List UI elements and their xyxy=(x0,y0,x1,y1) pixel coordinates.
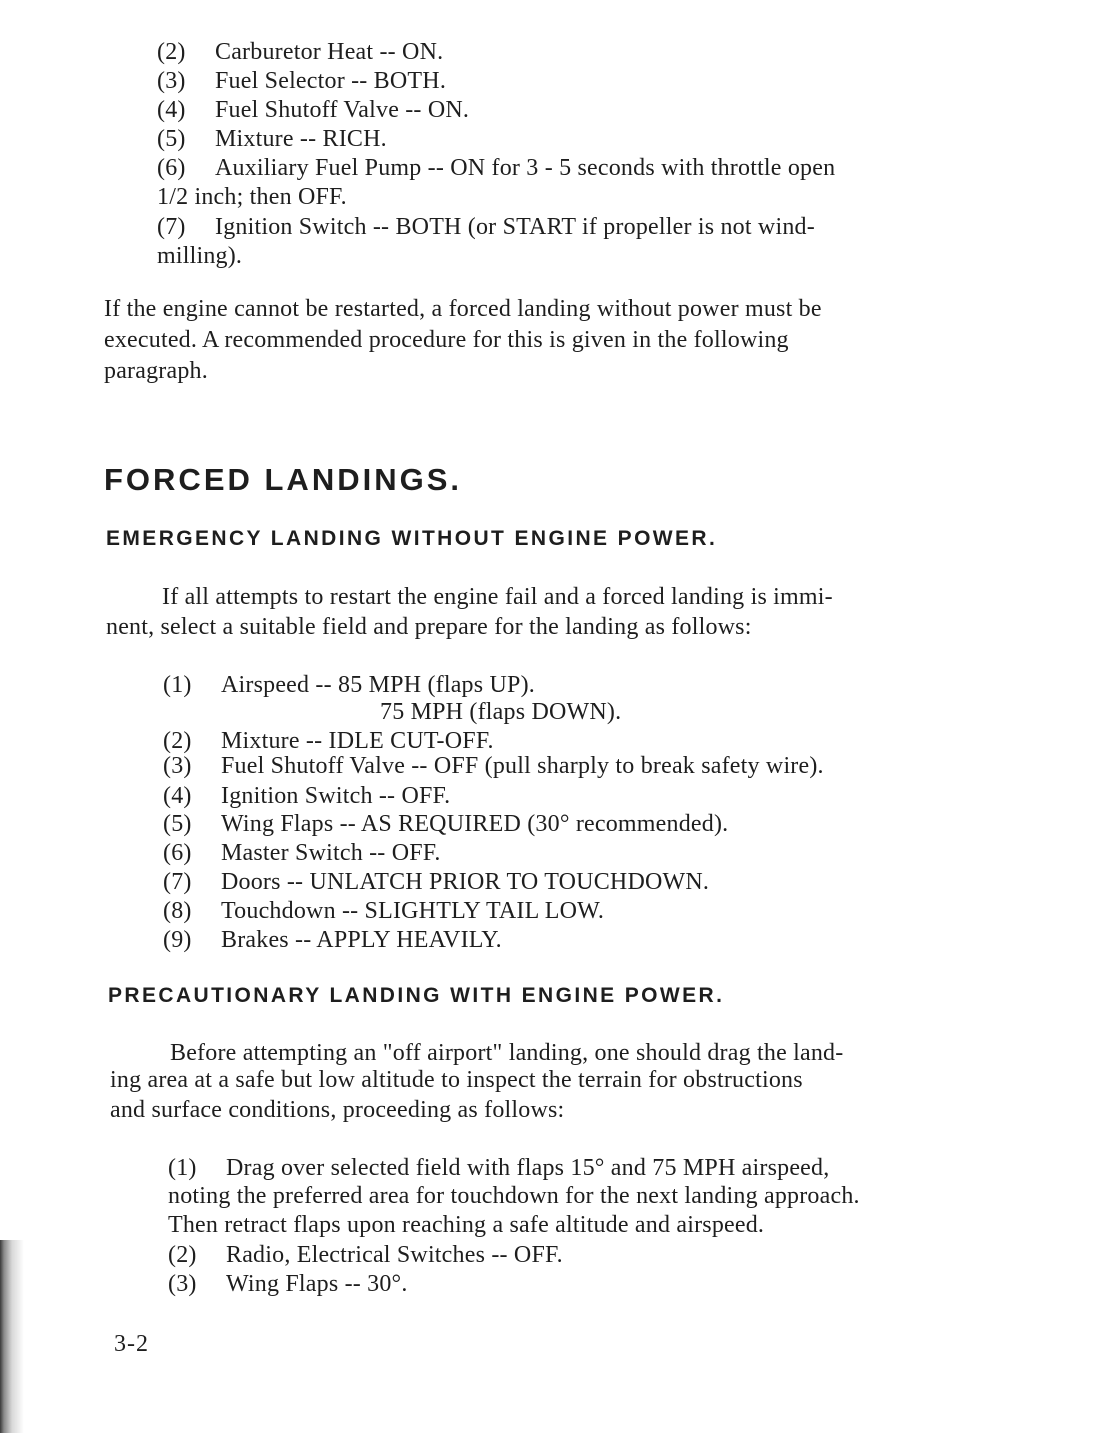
list-item xyxy=(163,868,709,897)
list-item xyxy=(157,67,446,96)
subsection-title-precautionary: PRECAUTIONARY LANDING WITH ENGINE POWER. xyxy=(108,984,725,1007)
list-item-continuation: 75 MPH (flaps DOWN). xyxy=(380,699,622,725)
list-text: Mixture -- RICH. xyxy=(215,126,387,152)
list-text: Touchdown -- SLIGHTLY TAIL LOW. xyxy=(221,898,605,924)
list-text: Doors -- UNLATCH PRIOR TO TOUCHDOWN. xyxy=(221,869,710,895)
list-text: Fuel Selector -- BOTH. xyxy=(215,68,447,94)
list-item xyxy=(163,926,502,955)
paragraph-line: nent, select a suitable field and prepare for the landing as follows: xyxy=(106,614,752,640)
paragraph-line: If the engine cannot be restarted, a forced landing without power must be xyxy=(104,296,822,322)
section-title: FORCED LANDINGS. xyxy=(104,462,462,497)
paragraph-line: ing area at a safe but low altitude to inspect the terrain for obstructions xyxy=(110,1067,803,1093)
list-item-continuation: milling). xyxy=(157,243,243,269)
list-item-continuation: noting the preferred area for touchdown for the next landing approach. xyxy=(168,1183,860,1209)
list-item xyxy=(157,213,815,242)
list-text: Ignition Switch -- BOTH (or START if propeller is not wind- xyxy=(215,214,815,240)
list-item xyxy=(157,154,835,183)
paragraph-line: If all attempts to restart the engine fail and a forced landing is immi- xyxy=(162,584,833,610)
list-item xyxy=(163,782,450,811)
list-item xyxy=(157,38,443,67)
list-text: Master Switch -- OFF. xyxy=(221,840,441,866)
list-text: Auxiliary Fuel Pump -- ON for 3 - 5 seconds with throttle open xyxy=(215,155,836,181)
list-number: (4) xyxy=(163,783,192,809)
list-item xyxy=(157,96,469,125)
list-number: (3) xyxy=(168,1271,197,1297)
list-item-continuation: Then retract flaps upon reaching a safe altitude and airspeed. xyxy=(168,1212,765,1238)
list-number: (3) xyxy=(163,753,192,779)
list-item xyxy=(163,752,824,781)
list-item xyxy=(163,839,441,868)
list-text: Drag over selected field with flaps 15° and 75 MPH airspeed, xyxy=(226,1155,830,1181)
list-item-continuation: 1/2 inch; then OFF. xyxy=(157,184,347,210)
subsection-title-emergency: EMERGENCY LANDING WITHOUT ENGINE POWER. xyxy=(106,527,718,550)
list-text: Ignition Switch -- OFF. xyxy=(221,783,451,809)
list-item xyxy=(163,897,604,926)
list-text: Mixture -- IDLE CUT-OFF. xyxy=(221,728,494,754)
paragraph-line: and surface conditions, proceeding as follows: xyxy=(110,1097,565,1123)
paragraph-line: Before attempting an "off airport" landing, one should drag the land- xyxy=(170,1040,844,1066)
list-number: (7) xyxy=(163,869,192,895)
page-binding-shadow xyxy=(0,1240,24,1433)
list-number: (2) xyxy=(157,39,186,65)
list-text: Airspeed -- 85 MPH (flaps UP). xyxy=(221,672,535,698)
list-text: Wing Flaps -- AS REQUIRED (30° recommended). xyxy=(221,811,729,837)
list-item xyxy=(163,810,728,839)
list-number: (5) xyxy=(157,126,186,152)
list-number: (3) xyxy=(157,68,186,94)
list-text: Wing Flaps -- 30°. xyxy=(226,1271,408,1297)
list-number: (1) xyxy=(168,1155,197,1181)
list-number: (8) xyxy=(163,898,192,924)
list-number: (2) xyxy=(168,1242,197,1268)
list-number: (7) xyxy=(157,214,186,240)
list-text: Brakes -- APPLY HEAVILY. xyxy=(221,927,502,953)
list-text: Carburetor Heat -- ON. xyxy=(215,39,444,65)
list-number: (2) xyxy=(163,728,192,754)
list-text: Fuel Shutoff Valve -- OFF (pull sharply to break safety wire). xyxy=(221,753,824,779)
list-number: (6) xyxy=(157,155,186,181)
list-item xyxy=(157,125,387,154)
list-number: (9) xyxy=(163,927,192,953)
list-number: (6) xyxy=(163,840,192,866)
list-text: Radio, Electrical Switches -- OFF. xyxy=(226,1242,563,1268)
paragraph-line: paragraph. xyxy=(104,358,208,384)
list-number: (1) xyxy=(163,672,192,698)
list-number: (4) xyxy=(157,97,186,123)
list-number: (5) xyxy=(163,811,192,837)
paragraph-line: executed. A recommended procedure for this is given in the following xyxy=(104,327,789,353)
page-number: 3-2 xyxy=(114,1331,149,1357)
list-item xyxy=(168,1270,408,1299)
list-item xyxy=(168,1154,829,1183)
list-text: Fuel Shutoff Valve -- ON. xyxy=(215,97,470,123)
list-item xyxy=(168,1241,563,1270)
list-item xyxy=(163,671,535,700)
